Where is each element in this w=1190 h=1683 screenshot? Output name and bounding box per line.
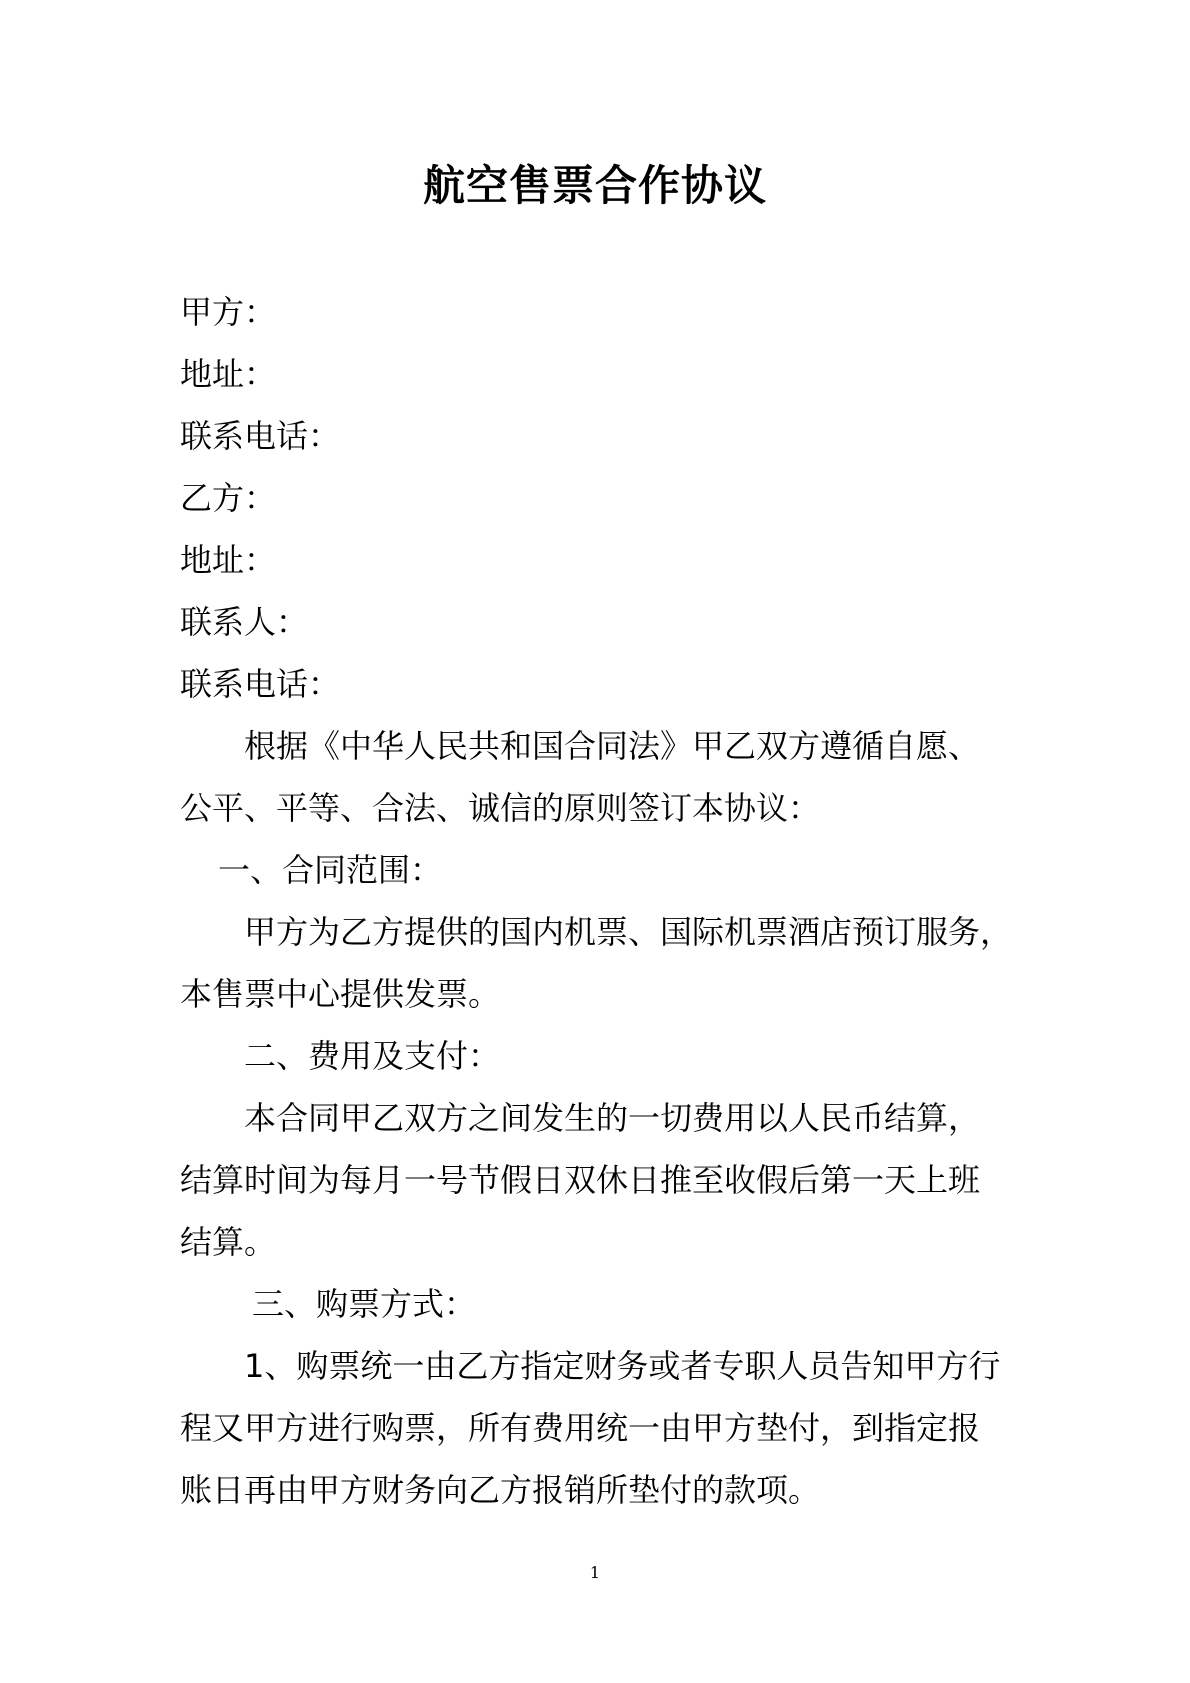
preamble-line: 公平、平等、合法、诚信的原则签订本协议：: [180, 789, 821, 827]
party-b-phone-label: 联系电话：: [180, 665, 341, 703]
section-1-body-line: 本售票中心提供发票。: [180, 975, 501, 1013]
preamble-line: 根据《中华人民共和国合同法》甲乙双方遵循自愿、: [244, 727, 981, 765]
party-b-label: 乙方：: [180, 479, 277, 517]
section-1-heading: 一、合同范围：: [218, 851, 443, 889]
section-1-body-line: 甲方为乙方提供的国内机票、国际机票酒店预订服务，: [244, 913, 1013, 951]
section-2-heading: 二、费用及支付：: [244, 1037, 501, 1075]
section-3-body-line: 账日再由甲方财务向乙方报销所垫付的款项。: [180, 1471, 821, 1509]
section-2-body-line: 本合同甲乙双方之间发生的一切费用以人民币结算，: [244, 1099, 981, 1137]
party-a-label: 甲方：: [180, 293, 277, 331]
party-b-contact-label: 联系人：: [180, 603, 309, 641]
section-3-body-line: 程又甲方进行购票，所有费用统一由甲方垫付，到指定报: [180, 1409, 981, 1447]
section-3-heading: 三、购票方式：: [252, 1285, 477, 1323]
page-number: 1: [589, 1563, 601, 1582]
section-2-body-line: 结算。: [180, 1223, 277, 1261]
document-title: 航空售票合作协议: [422, 161, 767, 210]
party-b-address-label: 地址：: [180, 541, 277, 579]
party-a-address-label: 地址：: [180, 355, 277, 393]
section-3-body-line: 1、购票统一由乙方指定财务或者专职人员告知甲方行: [244, 1347, 1001, 1385]
party-a-phone-label: 联系电话：: [180, 417, 341, 455]
section-2-body-line: 结算时间为每月一号节假日双休日推至收假后第一天上班: [180, 1161, 981, 1199]
